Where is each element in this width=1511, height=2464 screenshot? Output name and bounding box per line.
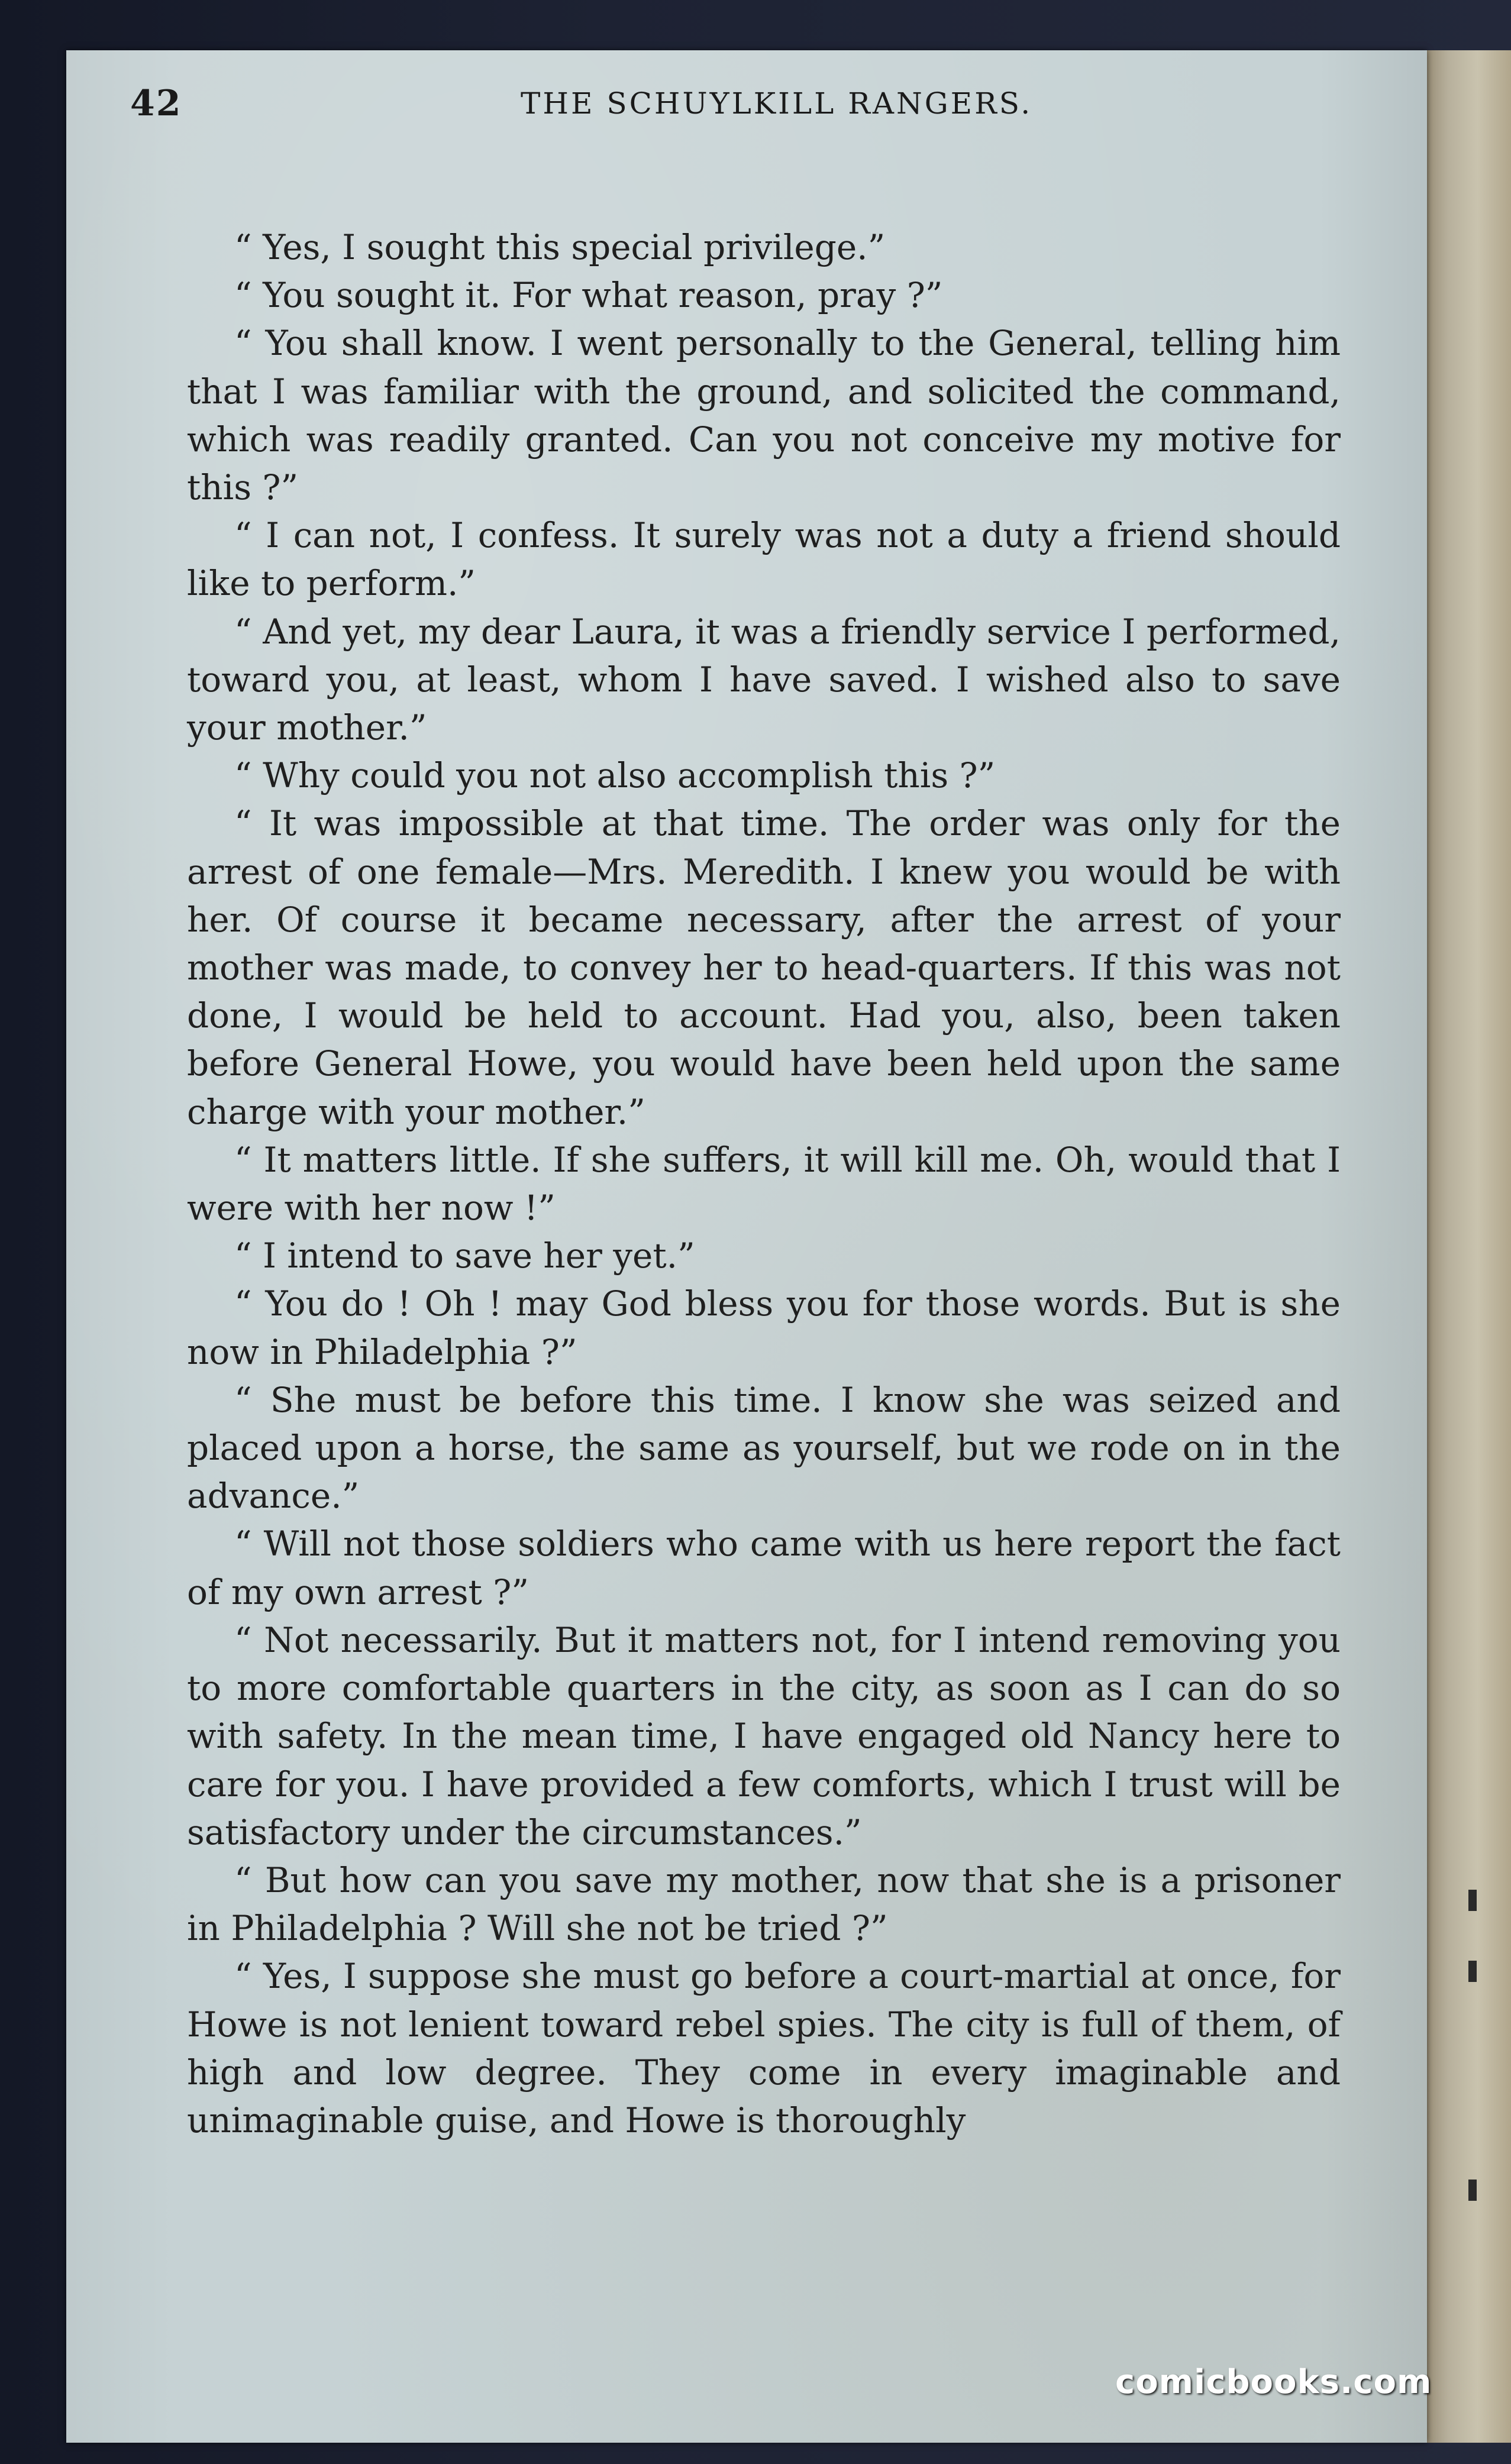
- running-head-title: THE SCHUYLKILL RANGERS.: [521, 86, 1033, 121]
- paragraph: “ Yes, I sought this special privilege.”: [234, 227, 886, 267]
- paragraph: “ She must be before this time. I know she was seized and placed upon a horse, the same as yourself, but we rode on in the advance.”: [187, 1379, 1341, 1516]
- paragraph: “ I can not, I confess. It surely was not a duty a friend should like to perform.”: [187, 515, 1341, 604]
- paragraph: “ Not necessarily. But it matters not, for I intend removing you to more comfortable quarters in the city, as soon as I can do so with safety. In the mean time, I have engaged old Nancy here to care for you. I have provided a few comforts, which I trust will be satisfactory under the circumstances.”: [187, 1619, 1341, 1852]
- facing-page-letter-fragment: [1468, 1961, 1477, 1982]
- paragraph: “ But how can you save my mother, now that she is a prisoner in Philadelphia ? Will she not be tried ?”: [187, 1860, 1341, 1949]
- facing-page-letter-fragment: [1468, 1890, 1477, 1911]
- paragraph: “ It matters little. If she suffers, it will kill me. Oh, would that I were with her now !”: [187, 1139, 1341, 1228]
- paragraph: “ Yes, I suppose she must go before a court-martial at once, for Howe is not lenient toward rebel spies. The city is full of them, of high and low degree. They come in every imaginable and unimaginable guise, and Howe is thoroughly: [187, 1956, 1341, 2140]
- body-text: [187, 224, 1341, 2145]
- paragraph: “ Will not those soldiers who came with us here report the fact of my own arrest ?”: [187, 1524, 1341, 1612]
- page-number: 42: [130, 83, 182, 124]
- paragraph: “ You sought it. For what reason, pray ?”: [234, 275, 943, 316]
- paragraph: “ You shall know. I went personally to the General, telling him that I was familiar with the ground, and solicited the command, which was readily granted. Can you not conceive my motive for this ?”: [187, 323, 1341, 508]
- paragraph: “ You do ! Oh ! may God bless you for those words. But is she now in Philadelphia ?”: [187, 1283, 1341, 1372]
- facing-page-letter-fragment: [1468, 2180, 1477, 2201]
- paragraph: “ And yet, my dear Laura, it was a friendly service I performed, toward you, at least, whom I have saved. I wished also to save your mother.”: [187, 611, 1341, 748]
- paragraph: “ I intend to save her yet.”: [234, 1236, 695, 1276]
- paragraph: “ It was impossible at that time. The order was only for the arrest of one female—Mrs. Meredith. I knew you would be with her. Of course it became necessary, after the arrest of your mother was made, to convey her to head-quarters. If this was not done, I would be held to account. Had you, also, been taken before General Howe, you would have been held upon the same charge with your mother.”: [187, 803, 1341, 1132]
- paragraph: “ Why could you not also accomplish this ?”: [234, 755, 996, 796]
- facing-page-edge: [1427, 50, 1511, 2443]
- site-watermark: comicbooks.com: [1115, 2363, 1432, 2401]
